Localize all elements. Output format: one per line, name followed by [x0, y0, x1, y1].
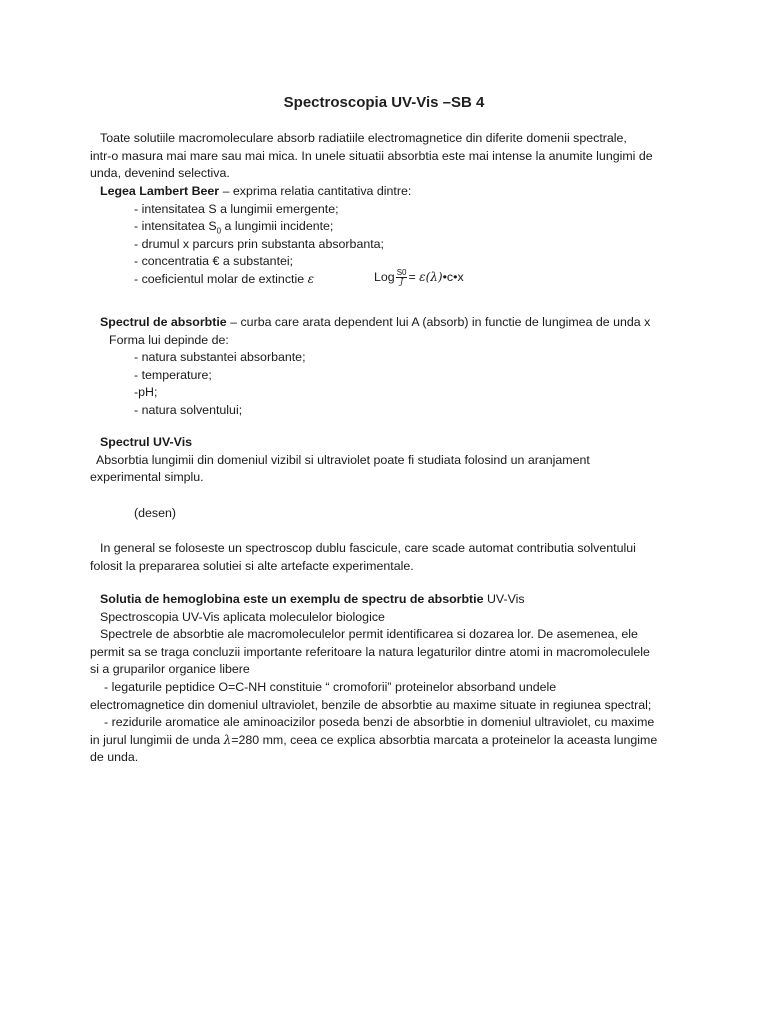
intro-line-3: unda, devenind selectiva.	[90, 166, 230, 181]
lambert-beer-section	[90, 183, 680, 289]
lambert-heading-line: Legea Lambert Beer – exprima relatia cantitativa dintre:	[100, 184, 412, 198]
hemoglobin-bullet-1b: electromagnetice din domeniul ultraviolet, benzile de absorbtie au maxime situate in regiunea spectral;	[90, 697, 652, 712]
general-line-1: In general se foloseste un spectroscop dublu fascicule, care scade automat contributia solventului	[100, 541, 636, 555]
general-paragraph	[90, 540, 680, 575]
hemoglobin-heading: Solutia de hemoglobina este un exemplu de spectru de absorbtie	[100, 592, 484, 606]
lambert-item-3: - drumul x parcurs prin substanta absorbanta;	[134, 236, 385, 251]
lambert-item-5-row	[90, 268, 680, 289]
hemoglobin-para-line-2: permit sa se traga concluzii importante referitoare la natura legaturilor dintre atomi in macromoleculele	[90, 644, 650, 659]
lambert-item-2: - intensitatea $S_0$ a lungimii incidente;	[134, 219, 334, 236]
spectrum-subline: Forma lui depinde de:	[109, 332, 229, 347]
spectrum-heading-line: Spectrul de absorbtie – curba care arata dependent lui A (absorb) in functie de lungimea de unda x	[100, 315, 651, 329]
spectrum-item-4: - natura solventului;	[134, 402, 243, 417]
uvvis-line-2: experimental simplu.	[90, 470, 204, 485]
hemoglobin-heading-line: Solutia de hemoglobina este un exemplu de spectru de absorbtie UV-Vis	[100, 592, 525, 606]
hemoglobin-para-line-3: si a gruparilor organice libere	[90, 662, 250, 677]
lambert-item-4: - concentratia € a substantei;	[134, 254, 294, 269]
uvvis-line-1: Absorbtia lungimii din domeniul vizibil si ultraviolet poate fi studiata folosind un aranjament	[96, 452, 590, 467]
absorption-spectrum-section	[90, 314, 680, 420]
formula-fraction: $\frac{S0}{J}$	[396, 268, 407, 287]
intro-paragraph	[90, 130, 680, 183]
uvvis-heading: Spectrul UV-Vis	[100, 435, 193, 449]
spectrum-item-3: -pH;	[134, 385, 158, 400]
uvvis-section	[90, 434, 680, 487]
hemoglobin-para-line-1: Spectrele de absorbtie ale macromoleculelor permit identificarea si dozarea lor. De asemenea, ele	[100, 627, 638, 642]
general-line-2: folosit la prepararea solutiei si alte artefacte experimentale.	[90, 558, 414, 573]
spectrum-item-1: - natura substantei absorbante;	[134, 350, 306, 365]
page-title: Spectroscopia UV-Vis –SB 4	[283, 94, 485, 111]
intro-line-1: Toate solutiile macromoleculare absorb radiatiile electromagnetice din diferite domenii spectrale,	[100, 131, 627, 145]
spectrum-heading: Spectrul de absorbtie	[100, 315, 227, 329]
drawing-placeholder: (desen)	[134, 506, 177, 520]
lambert-heading: Legea Lambert Beer	[100, 184, 220, 198]
lambert-formula: Log $\frac{S0}{J}$ = ε(λ)•c•x	[374, 268, 464, 287]
hemoglobin-section	[90, 591, 680, 767]
hemoglobin-bullet-2b: in jurul lungimii de unda λ=280 mm, ceea ce explica absorbtia marcata a proteinelor la aceasta lungime	[90, 732, 658, 747]
hemoglobin-line-2: Spectroscopia UV-Vis aplicata moleculelor biologice	[100, 609, 385, 624]
spectrum-item-2: - temperature;	[134, 367, 212, 382]
hemoglobin-bullet-2c: de unda.	[90, 750, 139, 765]
uvvis-heading-line	[90, 434, 680, 452]
hemoglobin-bullet-2a: - rezidurile aromatice ale aminoacizilor poseda benzi de absorbtie in domeniul ultraviolet, cu maxime	[104, 715, 655, 730]
intro-line-2: intr-o masura mai mare sau mai mica. In unele situatii absorbtia este mai intense la anumite lungimi de	[90, 148, 653, 163]
hemoglobin-bullet-1a: - legaturile peptidice O=C-NH constituie “ cromoforii” proteinelor absorband undele	[104, 679, 557, 694]
lambert-item-5: - coeficientul molar de extinctie ε	[134, 271, 315, 286]
lambert-item-1: - intensitatea S a lungimii emergente;	[134, 201, 339, 216]
